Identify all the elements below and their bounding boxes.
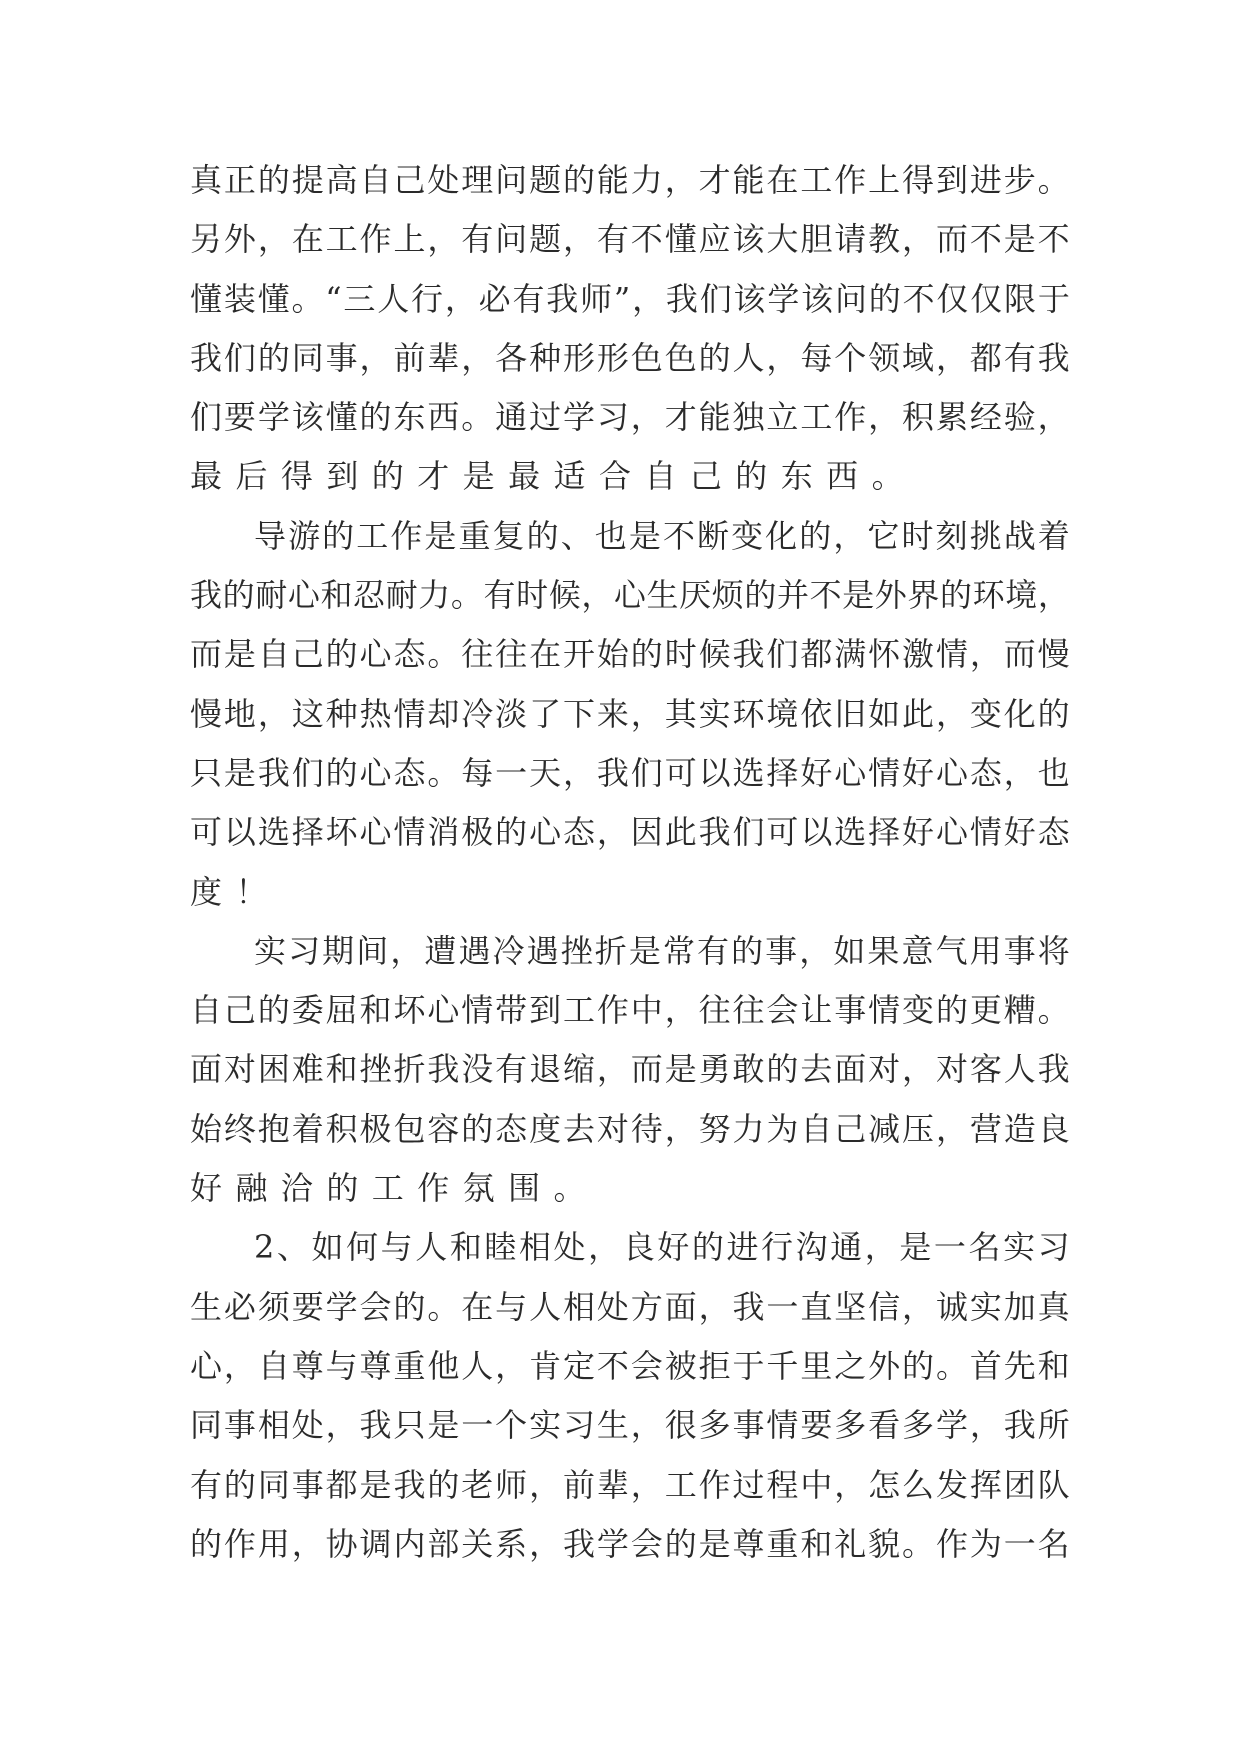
text-line-paragraph-start: 实 习 期 间 ， 遭 遇 冷 遇 挫 折 是 常 有 的 事 ， 如 果 意 气 用 事 将 [254, 931, 1070, 970]
text-line: 始 终 抱 着 积 极 包 容 的 态 度 去 对 待 ， 努 力 为 自 己 减 压 ， 营 造 良 [190, 1109, 1070, 1148]
text-line: 只 是 我 们 的 心 态 。 每 一 天 ， 我 们 可 以 选 择 好 心 情 好 心 态 ， 也 [190, 753, 1070, 792]
text-line-paragraph-end: 度！ [190, 872, 281, 911]
text-line-paragraph-start: 导 游 的 工 作 是 重 复 的 、 也 是 不 断 变 化 的 ， 它 时 刻 挑 战 着 [254, 516, 1070, 555]
text-line: 懂 装 懂 。 “ 三 人 行 ， 必 有 我 师 ” ， 我 们 该 学 该 问 的 不 仅 仅 限 于 [190, 279, 1070, 318]
text-line: 心 ， 自 尊 与 尊 重 他 人 ， 肯 定 不 会 被 拒 于 千 里 之 外 的 。 首 先 和 [190, 1346, 1070, 1385]
text-line: 我 们 的 同 事 ， 前 辈 ， 各 种 形 形 色 色 的 人 ， 每 个 领 域 ， 都 有 我 [190, 338, 1070, 377]
text-line: 另 外 ， 在 工 作 上 ， 有 问 题 ， 有 不 懂 应 该 大 胆 请 教 ， 而 不 是 不 [190, 220, 1070, 259]
text-line: 生 必 须 要 学 会 的 。 在 与 人 相 处 方 面 ， 我 一 直 坚 信 ， 诚 实 加 真 [190, 1287, 1070, 1326]
text-line: 面 对 困 难 和 挫 折 我 没 有 退 缩 ， 而 是 勇 敢 的 去 面 对 ， 对 客 人 我 [190, 1050, 1070, 1089]
text-line-paragraph-end: 最后得到的才是最适合自己的东西。 [190, 457, 918, 496]
text-line: 的 作 用 ， 协 调 内 部 关 系 ， 我 学 会 的 是 尊 重 和 礼 貌 。 作 为 一 名 [190, 1524, 1070, 1563]
text-line: 可 以 选 择 坏 心 情 消 极 的 心 态 ， 因 此 我 们 可 以 选 择 好 心 情 好 态 [190, 813, 1070, 852]
text-line-paragraph-end: 好融洽的工作氛围。 [190, 1169, 599, 1208]
text-line: 自 己 的 委 屈 和 坏 心 情 带 到 工 作 中 ， 往 往 会 让 事 情 变 的 更 糟 。 [190, 991, 1070, 1030]
text-line: 同 事 相 处 ， 我 只 是 一 个 实 习 生 ， 很 多 事 情 要 多 看 多 学 ， 我 所 [190, 1406, 1070, 1445]
text-line: 慢 地 ， 这 种 热 情 却 冷 淡 了 下 来 ， 其 实 环 境 依 旧 如 此 ， 变 化 的 [190, 694, 1070, 733]
text-line: 我 的 耐 心 和 忍 耐 力 。 有 时 候 ， 心 生 厌 烦 的 并 不 是 外 界 的 环 境 ， [190, 576, 1070, 615]
text-line: 有 的 同 事 都 是 我 的 老 师 ， 前 辈 ， 工 作 过 程 中 ， 怎 么 发 挥 团 队 [190, 1465, 1070, 1504]
text-line-paragraph-start: 2 、 如 何 与 人 和 睦 相 处 ， 良 好 的 进 行 沟 通 ， 是 一 名 实 习 [254, 1228, 1070, 1267]
document-body [190, 151, 1070, 1574]
text-line: 们 要 学 该 懂 的 东 西 。 通 过 学 习 ， 才 能 独 立 工 作 ， 积 累 经 验 ， [190, 398, 1070, 437]
text-line: 真 正 的 提 高 自 己 处 理 问 题 的 能 力 ， 才 能 在 工 作 上 得 到 进 步 。 [190, 161, 1070, 199]
text-line: 而 是 自 己 的 心 态 。 往 往 在 开 始 的 时 候 我 们 都 满 怀 激 情 ， 而 慢 [190, 635, 1070, 674]
